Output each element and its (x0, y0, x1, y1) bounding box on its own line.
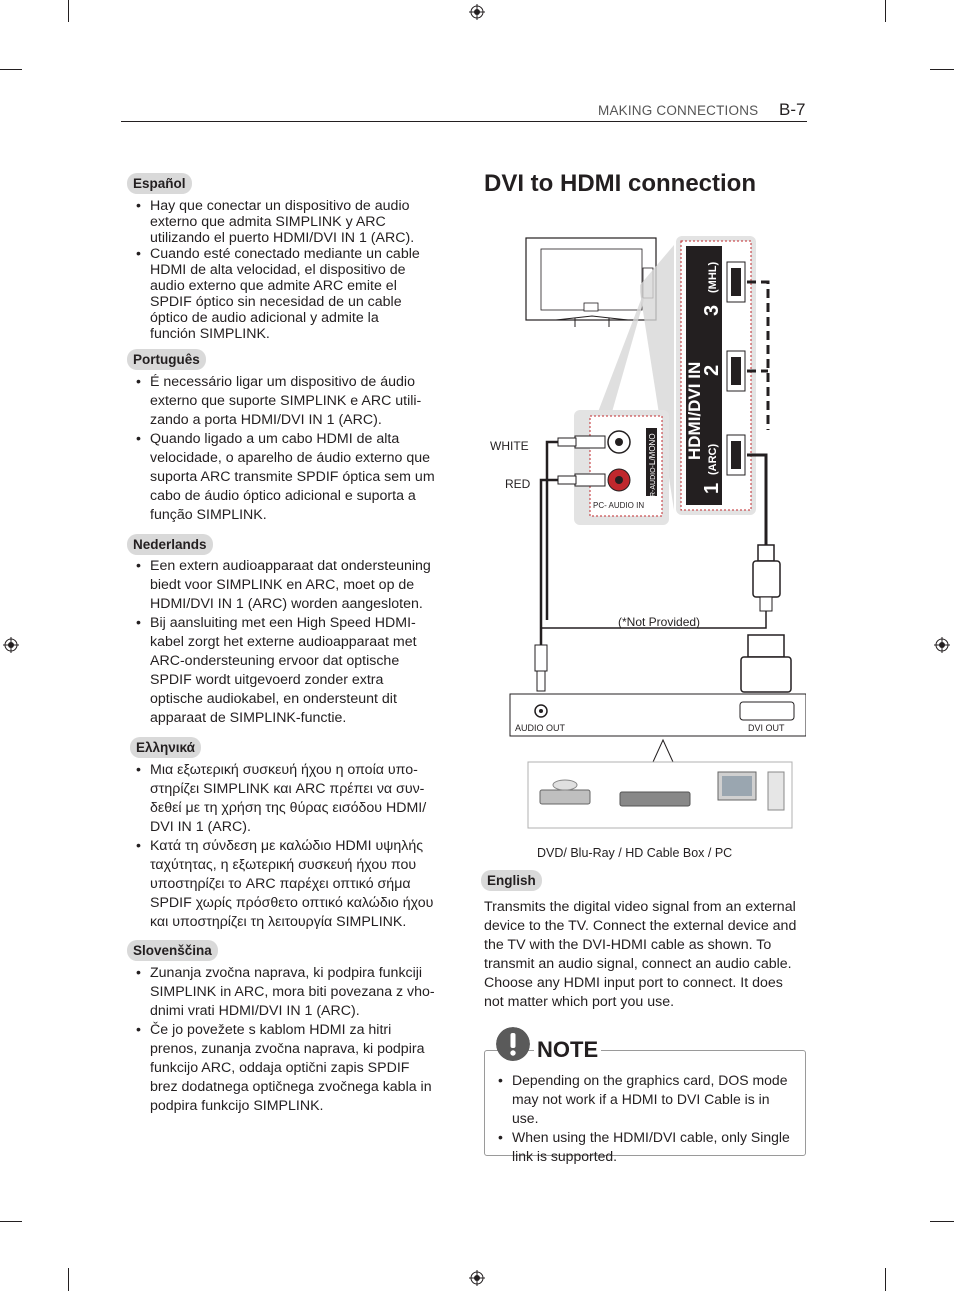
list-item: • Hay que conectar un dispositivo de audio externo que admita SIMPLINK y ARC utilizando el puerto HDMI/DVI IN 1 (ARC). (128, 198, 428, 246)
list-item: • When using the HDMI/DVI cable, only Single link is supported. (490, 1128, 795, 1166)
crop-mark (885, 1268, 886, 1291)
audio-panel (574, 410, 669, 525)
crop-mark (0, 69, 22, 70)
red-label: RED (505, 477, 531, 491)
running-header: MAKING CONNECTIONS (598, 103, 759, 118)
white-label: WHITE (490, 439, 529, 453)
note-title: NOTE (534, 1037, 601, 1063)
list-item: • Če jo povežete s kablom HDMI za hitri prenos, zunanja zvočna naprava, ki podpira funkcijo ARC, oddaja optični zapis SPDIF brez dodatnega optičnega zvočnega kabla in podpira funkcijo SIMPLINK. (128, 1021, 440, 1116)
list-item: • Bij aansluiting met een High Speed HDMI- kabel zorgt het externe audioapparaat met ARC-ondersteuning ervoor dat optische SPDIF wordt uitgevoerd zonder extra optische audiokabel, en ondersteunt dit apparaat de SIMPLINK-functie. (128, 614, 440, 728)
exclamation-icon (496, 1027, 530, 1061)
audio-cable (535, 436, 605, 691)
language-label-nl: Nederlands (127, 534, 213, 555)
registration-mark-icon (934, 637, 950, 653)
devices-caption: DVD/ Blu-Ray / HD Cable Box / PC (537, 846, 733, 860)
bullet-list-el (128, 761, 440, 932)
hdmi-panel (676, 236, 756, 515)
bullet-list-sl (128, 964, 440, 1116)
crop-mark (930, 69, 954, 70)
bullet-list-pt (128, 373, 440, 525)
connection-diagram (484, 232, 806, 862)
hdmi-port-1-icon (727, 435, 745, 475)
language-label-el: Ελληνικά (130, 737, 201, 758)
registration-mark-icon (469, 4, 485, 20)
crop-mark (930, 1221, 954, 1222)
english-paragraph: Transmits the digital video signal from an external device to the TV. Connect the external device and the TV with the DVI-HDMI cable as shown. To transmit an audio signal, connect an audio cable. Choose any HDMI input port to connect. It does not matter which port you use. (484, 899, 797, 1010)
dvi-out-label: DVI OUT (748, 723, 785, 733)
header-divider (121, 121, 807, 122)
port-2-number: 2 (701, 364, 723, 376)
section-title: DVI to HDMI connection (484, 170, 756, 197)
list-item: • É necessário ligar um dispositivo de áudio externo que suporte SIMPLINK e ARC utili- zando a porta HDMI/DVI IN 1 (ARC). (128, 373, 440, 430)
crop-mark (68, 0, 69, 22)
bluray-player-icon (620, 792, 690, 806)
crop-mark (0, 1221, 22, 1222)
page-number: B-7 (779, 100, 806, 119)
not-provided-label: (*Not Provided) (618, 615, 701, 629)
list-item: • Quando ligado a um cabo HDMI de alta velocidade, o aparelho de áudio externo que suporta ARC transmite SPDIF óptica sem um cabo de áudio óptico adicional e suporta a função SIMPLINK. (128, 430, 440, 525)
bullet-list-nl (128, 557, 440, 728)
list-item: • Cuando esté conectado mediante un cable HDMI de alta velocidad, el dispositivo de audio externo que admite ARC emite el SPDIF óptico sin necesidad de un cable óptico de audio adicional y admite la función SIMPLINK. (128, 246, 428, 342)
registration-mark-icon (469, 1270, 485, 1286)
audio-jack-label-r: R-AUDIO-L (650, 461, 657, 497)
hdmi-panel-label: HDMI/DVI IN (685, 361, 704, 460)
language-label-es: Español (127, 173, 192, 194)
list-item: • Zunanja zvočna naprava, ki podpira funkciji SIMPLINK in ARC, mora biti povezana z vho- dnimi vrati HDMI/DVI IN 1 (ARC). (128, 964, 440, 1021)
list-item: • Een extern audioapparaat dat ondersteuning biedt voor SIMPLINK en ARC, moet op de HDMI/DVI IN 1 (ARC) worden aangesloten. (128, 557, 440, 614)
crop-mark (885, 0, 886, 22)
note-list (490, 1071, 795, 1166)
port-3-number: 3 (701, 304, 723, 316)
audio-jack-label: L/MONO (648, 433, 657, 465)
crop-mark (68, 1268, 69, 1291)
list-item: • Κατά τη σύνδεση με καλώδιο HDMI υψηλής ταχύτητας, η εξωτερική συσκευή ήχου που υποστηρίζει το ARC παρέχει οπτικό σήμα SPDIF χωρίς πρόσθετο οπτικό καλώδιο ήχου και υποστηρίζει τη λειτουργία SIMPLINK. (128, 837, 440, 932)
list-item: • Μια εξωτερική συσκευή ήχου η οποία υπο- στηρίζει SIMPLINK και ARC πρέπει να συν- δεθεί με τη χρήση της θύρας εισόδου HDMI/ DVI IN 1 (ARC). (128, 761, 440, 837)
list-item: • Depending on the graphics card, DOS mode may not work if a HDMI to DVI Cable is in use. (490, 1071, 795, 1128)
port-3-sub: (MHL) (707, 261, 719, 293)
registration-mark-icon (3, 637, 19, 653)
hdmi-port-3-icon (727, 262, 745, 302)
pc-audio-in-label: PC- AUDIO IN (593, 501, 645, 510)
audio-out-label: AUDIO OUT (515, 723, 566, 733)
bullet-list-es (128, 198, 428, 342)
port-1-sub: (ARC) (707, 443, 719, 475)
language-label-pt: Português (127, 349, 206, 370)
hdmi-port-2-icon (727, 351, 745, 391)
language-label-sl: Slovenščina (127, 940, 218, 961)
language-label-en: English (481, 870, 542, 891)
port-1-number: 1 (701, 482, 723, 494)
